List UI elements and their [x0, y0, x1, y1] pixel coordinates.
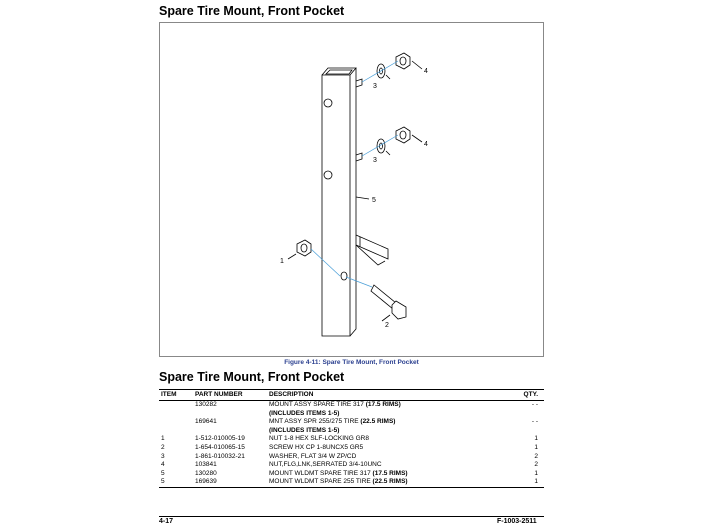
cell-qty: 2: [534, 452, 538, 460]
cell-qty: 1: [534, 435, 538, 443]
cell-qty: - -: [531, 401, 538, 408]
description-text: NUT 1-8 HEX SLF-LOCKING GR8: [269, 435, 369, 443]
table-row: [159, 444, 544, 453]
page-title: Spare Tire Mount, Front Pocket: [159, 4, 345, 18]
cell-qty: - -: [531, 418, 538, 426]
figure-illustration: [159, 22, 544, 357]
footer-rule: [159, 516, 544, 517]
table-row: [159, 453, 544, 462]
description-text: MOUNT WLDMT SPARE 255 TIRE: [269, 478, 373, 486]
table-row: [159, 470, 544, 479]
callout-4-lower: 4: [424, 141, 428, 148]
cell-description: [267, 444, 496, 453]
description-text: MOUNT ASSY SPARE TIRE 317: [269, 401, 366, 408]
cell-item: [159, 418, 193, 435]
cell-qty: 2: [534, 461, 538, 469]
cell-part-number: 169641: [195, 418, 217, 426]
parts-table: [159, 389, 544, 488]
cell-description: [267, 401, 496, 419]
cell-item: 2: [161, 443, 165, 451]
table-row: [159, 478, 544, 487]
cell-description: [267, 453, 496, 462]
description-rim-size: (17.5 RIMS): [365, 401, 401, 408]
header-description: DESCRIPTION: [267, 390, 496, 401]
callout-3-upper: 3: [373, 83, 377, 90]
header-part-number: PART NUMBER: [193, 390, 267, 401]
section-title: Spare Tire Mount, Front Pocket: [159, 370, 345, 384]
cell-item: 4: [161, 461, 165, 469]
cell-item: [159, 401, 193, 419]
description-text: SCREW HX CP 1-8UNCX5 GR5: [269, 443, 364, 451]
table-row: [159, 461, 544, 470]
page-number: 4-17: [159, 518, 174, 525]
cell-item: 5: [161, 469, 165, 477]
callout-4-upper: 4: [424, 68, 428, 75]
cell-part-number: 1-512-010005-19: [195, 435, 245, 443]
description-text: NUT,FLG,LNK,SERRATED 3/4-10UNC: [269, 461, 382, 469]
cell-item: 1: [161, 435, 165, 443]
callout-3-lower: 3: [373, 157, 377, 164]
table-row: [159, 435, 544, 444]
cell-part-number: 169639: [193, 478, 267, 487]
table-body: [159, 401, 544, 488]
cell-part-number: 1-654-010065-15: [195, 443, 245, 451]
description-text: MOUNT WLDMT SPARE TIRE 317: [269, 469, 373, 477]
callout-2: 2: [385, 322, 389, 329]
header-qty: QTY.: [496, 390, 544, 401]
cell-item: 3: [161, 452, 165, 460]
table-row: [159, 401, 544, 419]
table-row: [159, 418, 544, 435]
cell-part-number: 103841: [195, 461, 217, 469]
description-includes: (INCLUDES ITEMS 1-5): [269, 426, 340, 434]
description-text: WASHER, FLAT 3/4 W ZP/CD: [269, 452, 357, 460]
cell-part-number: 1-861-010032-21: [195, 452, 245, 460]
cell-description: [267, 478, 496, 487]
description-includes: (INCLUDES ITEMS 1-5): [269, 409, 340, 417]
cell-qty: 1: [534, 469, 538, 477]
callout-1: 1: [280, 258, 284, 265]
document-number: F-1003-2511: [497, 518, 537, 525]
description-rim-size: (22.5 RIMS): [360, 418, 396, 426]
table-header-row: [159, 390, 544, 401]
callout-5: 5: [372, 197, 376, 204]
description-rim-size: (17.5 RIMS): [372, 469, 408, 477]
description-text: MNT ASSY SPR 255/275 TIRE: [269, 418, 361, 426]
cell-description: [267, 435, 496, 444]
spare-tire-mount-drawing: [160, 23, 545, 358]
cell-part-number: 130282: [195, 401, 217, 408]
description-rim-size: (22.5 RIMS): [372, 478, 408, 486]
cell-description: [267, 461, 496, 470]
cell-qty: 1: [534, 443, 538, 451]
cell-qty: 1: [496, 478, 544, 487]
cell-description: [267, 470, 496, 479]
cell-item: 5: [159, 478, 193, 487]
cell-part-number: 130280: [195, 469, 217, 477]
cell-description: [267, 418, 496, 435]
figure-caption: Figure 4-11: Spare Tire Mount, Front Pocket: [284, 359, 419, 366]
header-item: ITEM: [159, 390, 193, 401]
